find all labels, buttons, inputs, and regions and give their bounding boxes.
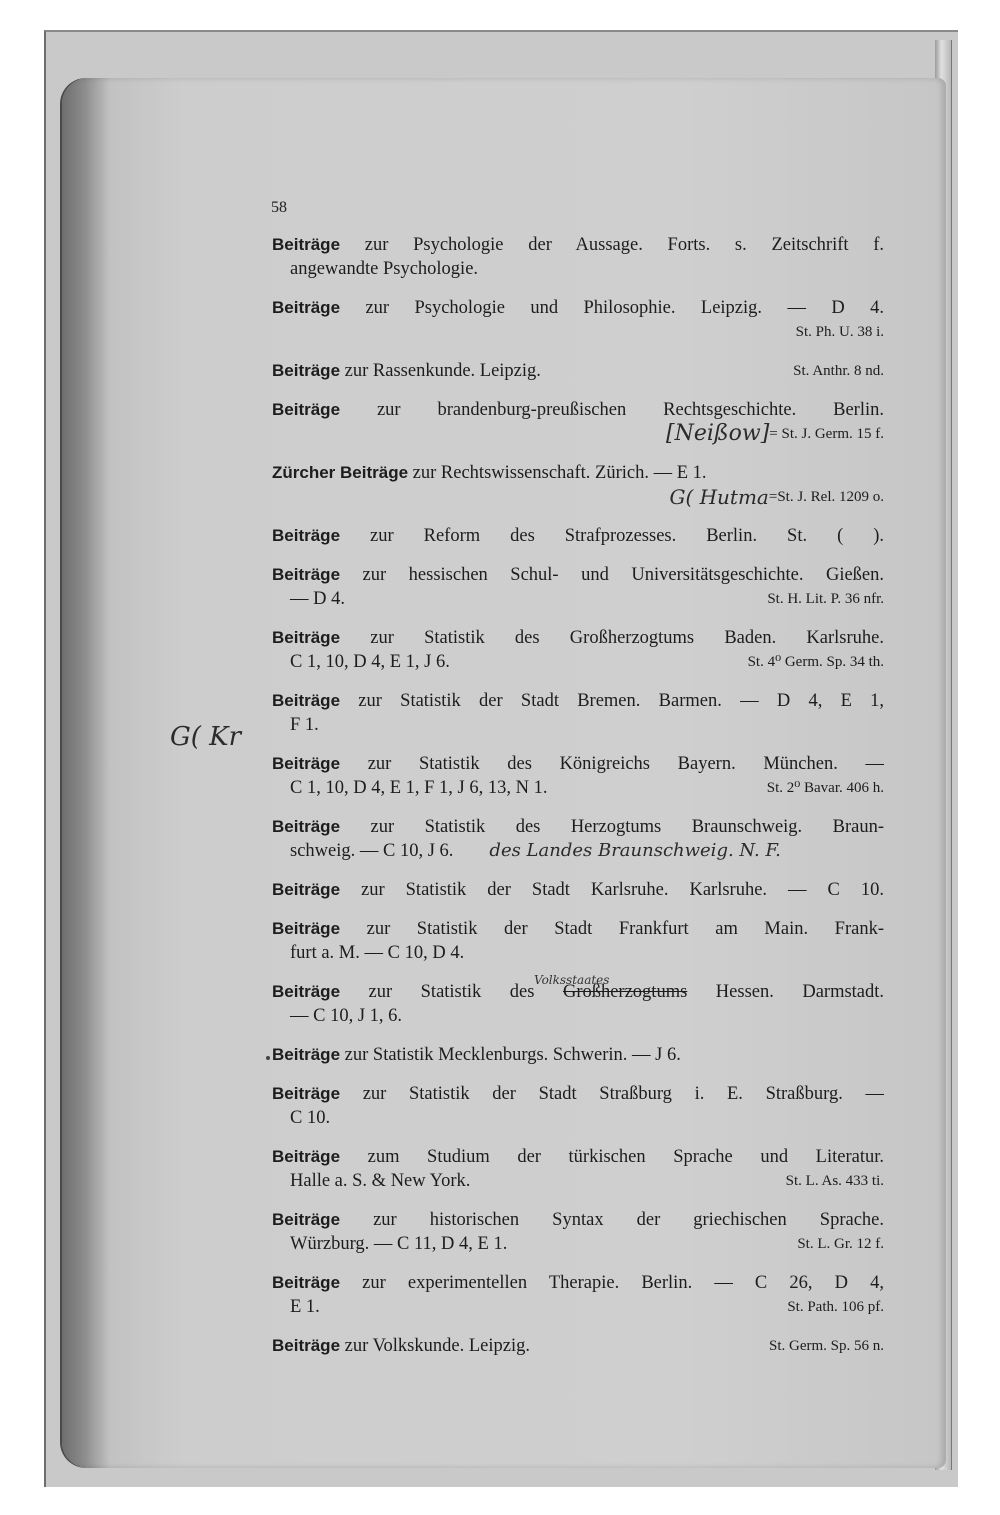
entry-title: zur Reform des Strafprozesses. Berlin. St. ( ). — [370, 526, 884, 546]
catalog-entry — [272, 917, 884, 965]
entry-keyword: Beiträge — [272, 982, 341, 1001]
entry-title: zur Statistik der Stadt Bremen. Barmen. — D 4, E 1, — [358, 691, 884, 711]
catalog-entry — [272, 233, 884, 281]
shelf-signature: St. L. Gr. 12 f. — [797, 1236, 884, 1252]
entry-continuation: C 10. — [290, 1108, 331, 1128]
entry-keyword: Beiträge — [272, 754, 341, 773]
catalog-entry — [272, 359, 884, 383]
shelf-signature: St. L. As. 433 ti. — [785, 1173, 884, 1189]
entry-keyword: Beiträge — [272, 1273, 341, 1292]
entry-continuation: C 1, 10, D 4, E 1, J 6. — [290, 652, 450, 672]
shelf-signature: = St. J. Germ. 15 f. — [769, 426, 884, 442]
catalog-entry — [272, 815, 884, 863]
entry-keyword: Beiträge — [272, 919, 341, 938]
entry-title: zur brandenburg-preußischen Rechtsgeschichte. Berlin. — [376, 400, 884, 420]
catalog-entry — [272, 973, 884, 1028]
catalog-entry — [272, 1145, 884, 1193]
catalog-entry — [272, 1082, 884, 1130]
struck-word: Großherzogtums — [562, 982, 688, 1002]
entry-keyword: Beiträge — [272, 1084, 341, 1103]
catalog-entry — [272, 563, 884, 611]
entry-continuation: C 1, 10, D 4, E 1, F 1, J 6, 13, N 1. — [290, 778, 548, 798]
shelf-signature: St. 2⁰ Bavar. 406 h. — [766, 780, 884, 796]
shelf-signature: =St. J. Rel. 1209 o. — [768, 489, 884, 505]
entry-continuation: angewandte Psychologie. — [290, 259, 479, 279]
entry-continuation: — C 10, J 1, 6. — [290, 1006, 403, 1026]
entry-title: zur Statistik der Stadt Karlsruhe. Karlsruhe. — C 10. — [361, 880, 884, 900]
entry-title: zur historischen Syntax der griechischen Sprache. — [373, 1210, 884, 1230]
entry-keyword: Beiträge — [272, 235, 341, 254]
entry-continuation: furt a. M. — C 10, D 4. — [290, 943, 465, 963]
entry-keyword: Beiträge — [272, 628, 341, 647]
handwritten-note: des Landes Braunschweig. N. F. — [489, 840, 781, 861]
catalog-entry — [272, 296, 884, 344]
entry-keyword: Beiträge — [272, 691, 341, 710]
entry-continuation: schweig. — C 10, J 6. — [290, 841, 454, 861]
entry-title-part: Hessen. Darmstadt. — [715, 982, 884, 1002]
entry-continuation: E 1. — [290, 1297, 320, 1317]
shelf-signature: St. Ph. U. 38 i. — [795, 324, 884, 340]
shelf-signature: St. 4⁰ Germ. Sp. 34 th. — [747, 654, 884, 670]
catalog-entry — [272, 1043, 884, 1067]
catalog-entry — [272, 752, 884, 800]
entry-title: zur hessischen Schul- und Universitätsgeschichte. Gießen. — [362, 565, 884, 585]
entry-title: zur Statistik der Stadt Frankfurt am Main. Frank- — [366, 919, 884, 939]
entry-title: zur Rassenkunde. Leipzig. — [344, 361, 541, 381]
entry-keyword: Zürcher Beiträge — [272, 463, 409, 482]
entry-title: zur Rechtswissenschaft. Zürich. — E 1. — [412, 463, 707, 483]
handwritten-note: G( Hutma — [669, 485, 769, 509]
shelf-signature: St. Anthr. 8 nd. — [793, 363, 884, 379]
entry-title: zur Statistik des Königreichs Bayern. München. — — [367, 754, 884, 774]
ink-dot — [266, 1056, 270, 1060]
catalog-entry — [272, 461, 884, 509]
entry-keyword: Beiträge — [272, 880, 341, 899]
catalog-entry — [272, 689, 884, 737]
entry-title: zur Statistik des Großherzogtums Baden. Karlsruhe. — [370, 628, 884, 648]
catalog-entries — [272, 233, 884, 1373]
entry-title: zur Statistik der Stadt Straßburg i. E. Straßburg. — — [362, 1084, 884, 1104]
shelf-signature: St. H. Lit. P. 36 nfr. — [767, 591, 884, 607]
entry-title: zur Volkskunde. Leipzig. — [344, 1336, 530, 1356]
entry-continuation: F 1. — [290, 715, 319, 735]
handwritten-correction: Volksstaates — [534, 973, 610, 987]
entry-keyword: Beiträge — [272, 817, 341, 836]
entry-keyword: Beiträge — [272, 1336, 341, 1355]
entry-keyword: Beiträge — [272, 565, 341, 584]
entry-title: zum Studium der türkischen Sprache und Literatur. — [367, 1147, 884, 1167]
entry-keyword: Beiträge — [272, 1147, 341, 1166]
entry-title: zur experimentellen Therapie. Berlin. — C 26, D 4, — [362, 1273, 884, 1293]
catalog-entry — [272, 1334, 884, 1358]
catalog-entry — [272, 626, 884, 674]
shelf-signature: St. Germ. Sp. 56 n. — [768, 1338, 884, 1354]
catalog-entry — [272, 524, 884, 548]
entry-keyword: Beiträge — [272, 400, 341, 419]
catalog-entry — [272, 1271, 884, 1319]
margin-handwritten-note: G( Kr — [170, 722, 242, 752]
entry-title: zur Psychologie und Philosophie. Leipzig. — D 4. — [365, 298, 884, 318]
catalog-entry — [272, 398, 884, 446]
entry-keyword: Beiträge — [272, 1210, 341, 1229]
entry-continuation: Würzburg. — C 11, D 4, E 1. — [290, 1234, 508, 1254]
entry-keyword: Beiträge — [272, 1045, 341, 1064]
catalog-entry — [272, 1208, 884, 1256]
entry-keyword: Beiträge — [272, 526, 341, 545]
entry-title: zur Statistik des Herzogtums Braunschweig. Braun- — [370, 817, 884, 837]
entry-title: zur Statistik Mecklenburgs. Schwerin. — J 6. — [344, 1045, 681, 1065]
entry-title-part: zur Statistik des — [368, 982, 535, 1002]
entry-keyword: Beiträge — [272, 361, 341, 380]
entry-continuation: — D 4. — [290, 589, 345, 609]
page-number: 58 — [271, 199, 287, 216]
entry-continuation: Halle a. S. & New York. — [290, 1171, 471, 1191]
shelf-signature: St. Path. 106 pf. — [787, 1299, 884, 1315]
entry-title: zur Psychologie der Aussage. Forts. s. Zeitschrift f. — [364, 235, 884, 255]
handwritten-note: [Neißow] — [666, 421, 770, 446]
catalog-entry — [272, 878, 884, 902]
entry-keyword: Beiträge — [272, 298, 341, 317]
